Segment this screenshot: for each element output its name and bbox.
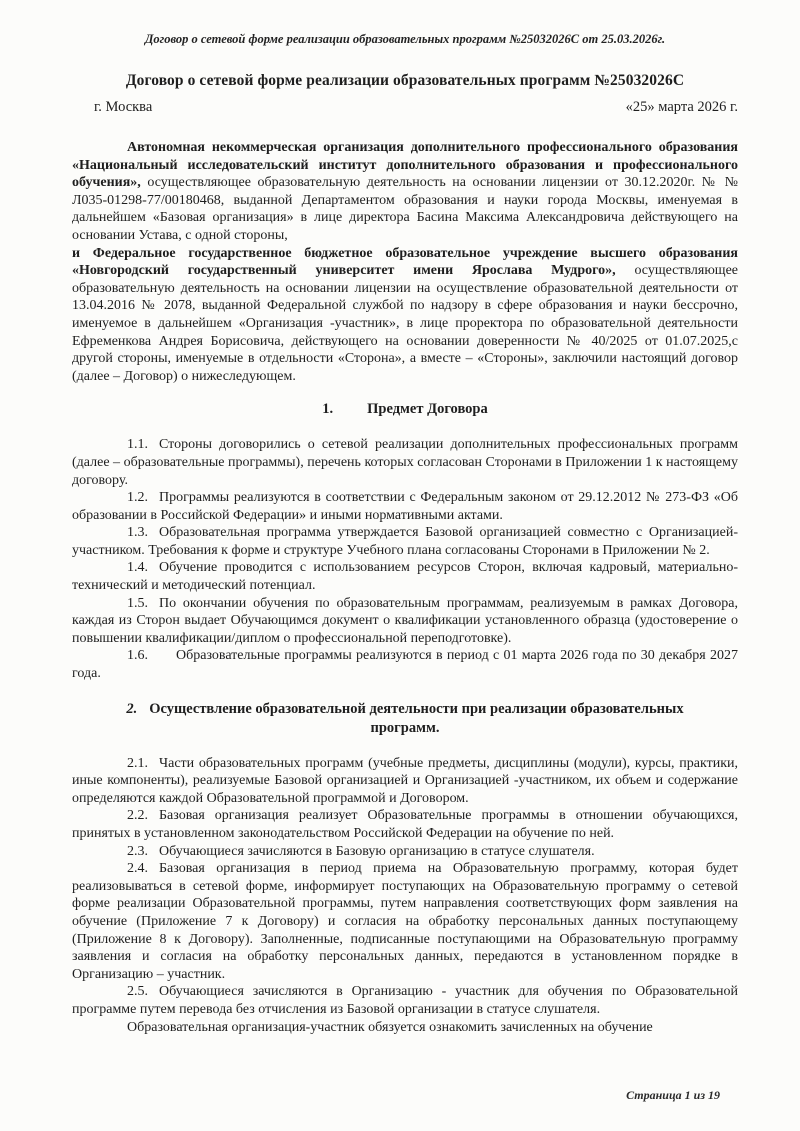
section-2-closing-paragraph: Образовательная организация-участник обязуется ознакомить зачисленных на обучение — [127, 1019, 653, 1035]
clause-number: 2.2. — [127, 808, 148, 824]
section-1-title: Предмет Договора — [367, 401, 488, 418]
clause-number: 2.1. — [127, 755, 148, 771]
clause-number: 1.2. — [127, 490, 148, 506]
clause-number: 1.3. — [127, 525, 148, 541]
clause-text: Стороны договорились о сетевой реализации дополнительных профессиональных программ (далее – образовательные программы), перечень которых согласован Сторонами в Приложении 1 к настоящему договору. — [72, 437, 738, 488]
clause-text: Части образовательных программ (учебные предметы, дисциплины (модули), курсы, практики, иные компоненты), реализуемые Базовой организацией и Организацией -участником, их объем и содержание определяются каждой Образовательной программой и Договором. — [72, 755, 738, 806]
clause-text: Обучение проводится с использованием ресурсов Сторон, включая кадровый, материально-технический и методический потенциал. — [72, 560, 738, 594]
clause-text: Базовая организация в период приема на Образовательную программу, которая будет реализовываться в сетевой форме, информирует поступающих на Образовательную программу о сетевой форме реализации Образовательной программы, путем направления соответствующих форм заявления на обучение (Приложение 7 к Договору) и согласия на обработку персональных данных поступающему (Приложение 8 к Договору). Заполненные, подписанные поступающими на Образовательную программу заявления и согласия на обработку персональных данных, передаются в установленном порядке в Организацию – участник. — [72, 861, 738, 982]
clause-1-5 — [72, 595, 738, 648]
clause-2-4 — [72, 860, 738, 983]
clause-text: Программы реализуются в соответствии с Федеральным законом от 29.12.2012 № 273-ФЗ «Об образовании в Российской Федерации» и иными нормативными актами. — [72, 490, 738, 523]
city-date-row — [72, 99, 738, 116]
date-label: «25» марта 2026 г. — [625, 99, 738, 115]
clause-text: Образовательные программы реализуются в период с 01 марта 2026 года по 30 декабря 2027 года. — [72, 648, 738, 682]
clause-text: Обучающиеся зачисляются в Организацию - участник для обучения по Образовательной программе путем перевода без отчисления из Базовой организации в статусе слушателя. — [72, 984, 738, 1017]
clause-text: Базовая организация реализует Образовательные программы в отношении обучающихся, принятых в установленном законодательством Российской Федерации на обучение по ней. — [72, 808, 738, 841]
section-2-heading — [105, 700, 705, 738]
clause-2-2 — [72, 807, 738, 842]
clause-number: 1.4. — [127, 560, 148, 576]
place-label: г. Москва — [94, 99, 153, 115]
clause-2-1 — [72, 755, 738, 808]
page-number: Страница 1 из 19 — [626, 1088, 720, 1102]
clause-text: Обучающиеся зачисляются в Базовую организацию в статусе слушателя. — [159, 843, 595, 859]
clause-text: Образовательная программа утверждается Базовой организацией совместно с Организацией-участником. Требования к форме и структуре Учебного плана согласованы Сторонами в Приложении № 2. — [72, 525, 738, 558]
clause-number: 1.6. — [127, 648, 148, 664]
clause-text: По окончании обучения по образовательным программам, реализуемым в рамках Договора, каждая из Сторон выдает Обучающимся документ о квалификации установленного образца (удостоверение о повышении квалификации/диплом о профессиональной переподготовке). — [72, 595, 738, 646]
clause-number: 2.5. — [127, 984, 148, 1000]
section-2-title: Осуществление образовательной деятельности при реализации образовательных программ. — [149, 700, 684, 736]
clause-number: 1.1. — [127, 437, 148, 453]
clause-2-3 — [72, 843, 738, 861]
clause-1-2 — [72, 489, 738, 524]
clause-number: 2.3. — [127, 843, 148, 859]
section-1-heading — [72, 400, 738, 419]
preamble-paragraph-1-text: осуществляющее образовательную деятельность на основании лицензии от 30.12.2020г. № № Л035-01298-77/00180468, выданной Департаментом образования и науки города Москвы, именуемая в дальнейшем «Базовая организация» в лице директора Басина Максима Александровича действующего на основании Устава, с одной стороны, — [72, 175, 738, 243]
base-organization-name: Автономная некоммерческая организация дополнительного профессионального образования «Национальный исследовательский институт дополнительного образования и профессионального обучения», — [72, 140, 738, 191]
clause-2-5 — [72, 983, 738, 1018]
preamble-paragraph-2-text: осуществляющее образовательную деятельность на основании лицензии на осуществление образовательной деятельности от 13.04.2016 № 2078, выданной Федеральной службой по надзору в сфере образования и науки бессрочно, именуемое в дальнейшем «Организация -участник», в лице проректора по образовательной деятельности Ефременкова Андрея Борисовича, действующего на основании доверенности № 40/2025 от 01.07.2025,с другой стороны, именуемые в отдельности «Сторона», а вместе – «Стороны», заключили настоящий договор (далее – Договор) о нижеследующем. — [72, 263, 739, 384]
document-title: Договор о сетевой форме реализации образовательных программ №25032026С — [125, 72, 685, 89]
clause-1-6 — [72, 647, 738, 682]
participant-organization-name: и Федеральное государственное бюджетное образовательное учреждение высшего образования «Новгородский государственный университет имени Ярослава Мудрого», — [72, 245, 738, 279]
clause-number: 1.5. — [127, 595, 148, 611]
clause-number: 2.4. — [127, 861, 148, 877]
preamble-paragraph-1 — [72, 139, 738, 245]
clause-1-4 — [72, 559, 738, 594]
section-2-number: 2. — [126, 700, 138, 717]
running-header: Договор о сетевой форме реализации образовательных программ №25032026С от 25.03.2026г. — [144, 32, 666, 46]
clause-1-1 — [72, 436, 738, 489]
section-1-number: 1. — [322, 401, 334, 418]
clause-1-3 — [72, 524, 738, 559]
preamble-paragraph-2 — [72, 245, 738, 386]
